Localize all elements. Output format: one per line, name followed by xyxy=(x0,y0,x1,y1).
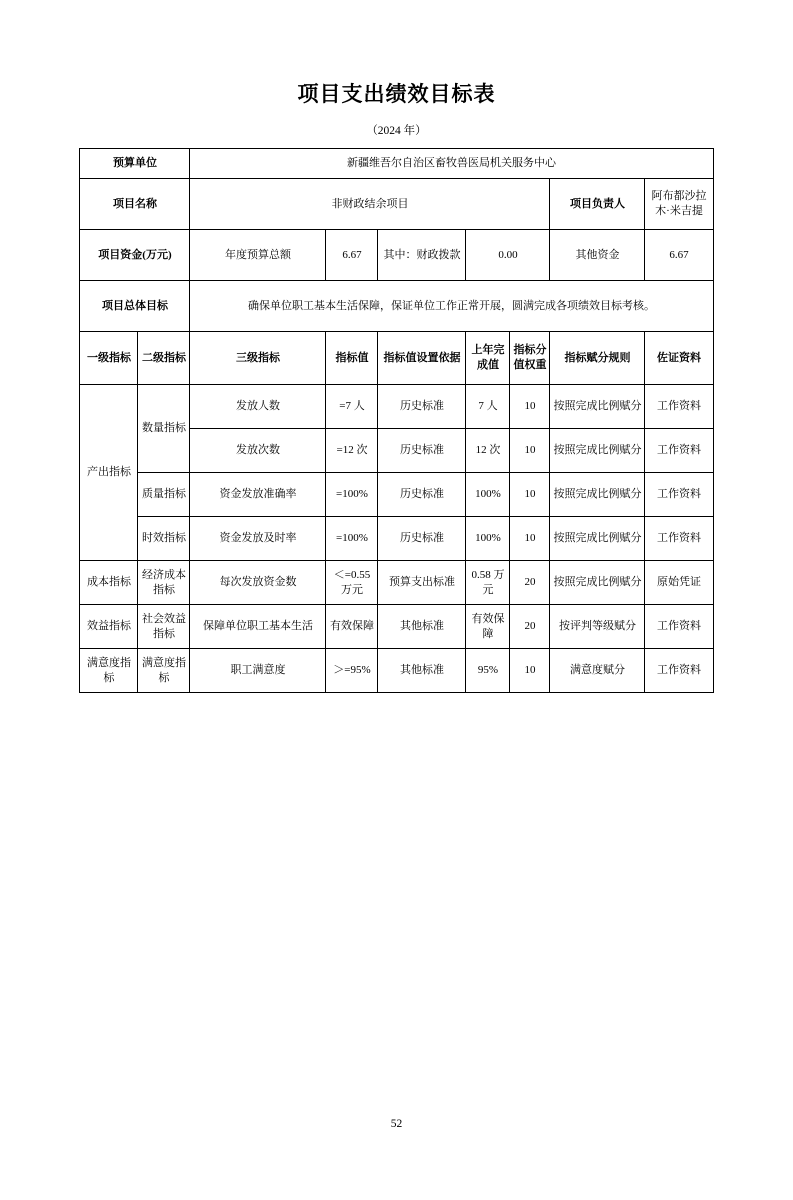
header-evidence: 佐证资料 xyxy=(645,332,713,385)
cell-level1: 成本指标 xyxy=(80,561,138,605)
header-weight: 指标分值权重 xyxy=(510,332,550,385)
document-page xyxy=(0,78,793,1200)
cell-level3: 保障单位职工基本生活 xyxy=(190,605,326,649)
cell-evidence: 工作资料 xyxy=(645,605,713,649)
page-subtitle: （2024 年） xyxy=(366,125,427,137)
cell-evidence: 原始凭证 xyxy=(645,561,713,605)
page-title: 项目支出绩效目标表 xyxy=(297,82,496,106)
cell-target-value: =100% xyxy=(326,517,378,561)
cell-target-value: =7 人 xyxy=(326,385,378,429)
cell-level2: 数量指标 xyxy=(138,385,190,473)
cell-basis: 其他标准 xyxy=(378,649,466,693)
table-row xyxy=(80,517,713,561)
cell-weight: 10 xyxy=(510,473,550,517)
table-row-overall-goal xyxy=(80,281,713,332)
cell-basis: 预算支出标准 xyxy=(378,561,466,605)
cell-evidence: 工作资料 xyxy=(645,473,713,517)
cell-basis: 历史标准 xyxy=(378,517,466,561)
cell-scoring: 按照完成比例赋分 xyxy=(550,561,645,605)
cell-last-year: 100% xyxy=(466,473,510,517)
cell-basis: 历史标准 xyxy=(378,473,466,517)
cell-scoring: 满意度赋分 xyxy=(550,649,645,693)
table-row xyxy=(80,561,713,605)
cell-level3: 职工满意度 xyxy=(190,649,326,693)
cell-scoring: 按照完成比例赋分 xyxy=(550,517,645,561)
fiscal-value: 0.00 xyxy=(466,230,550,281)
page-number: 52 xyxy=(390,1118,403,1130)
cell-level2: 社会效益指标 xyxy=(138,605,190,649)
cell-last-year: 0.58 万元 xyxy=(466,561,510,605)
cell-scoring: 按照完成比例赋分 xyxy=(550,473,645,517)
cell-level2: 时效指标 xyxy=(138,517,190,561)
cell-basis: 历史标准 xyxy=(378,429,466,473)
cell-last-year: 100% xyxy=(466,517,510,561)
cell-level3: 资金发放准确率 xyxy=(190,473,326,517)
cell-basis: 其他标准 xyxy=(378,605,466,649)
header-level2: 二级指标 xyxy=(138,332,190,385)
cell-target-value: =12 次 xyxy=(326,429,378,473)
header-scoring: 指标赋分规则 xyxy=(550,332,645,385)
cell-evidence: 工作资料 xyxy=(645,429,713,473)
cell-scoring: 按评判等级赋分 xyxy=(550,605,645,649)
cell-level3: 发放次数 xyxy=(190,429,326,473)
cell-weight: 10 xyxy=(510,517,550,561)
cell-level2: 满意度指标 xyxy=(138,649,190,693)
cell-level3: 每次发放资金数 xyxy=(190,561,326,605)
header-last-year: 上年完成值 xyxy=(466,332,510,385)
table-row xyxy=(80,473,713,517)
cell-weight: 20 xyxy=(510,561,550,605)
cell-evidence: 工作资料 xyxy=(645,385,713,429)
cell-last-year: 95% xyxy=(466,649,510,693)
owner-value: 阿布都沙拉木·米吉提 xyxy=(645,179,713,230)
cell-level1: 满意度指标 xyxy=(80,649,138,693)
annual-budget-label: 年度预算总额 xyxy=(190,230,326,281)
cell-last-year: 有效保障 xyxy=(466,605,510,649)
header-target-value: 指标值 xyxy=(326,332,378,385)
header-basis: 指标值设置依据 xyxy=(378,332,466,385)
cell-weight: 10 xyxy=(510,429,550,473)
project-name-value: 非财政结余项目 xyxy=(190,179,550,230)
table-row-funds xyxy=(80,230,713,281)
unit-value: 新疆维吾尔自治区畜牧兽医局机关服务中心 xyxy=(190,149,713,179)
cell-level1: 产出指标 xyxy=(80,385,138,561)
other-funds-value: 6.67 xyxy=(645,230,713,281)
table-row-unit xyxy=(80,149,713,179)
cell-target-value: =100% xyxy=(326,473,378,517)
cell-scoring: 按照完成比例赋分 xyxy=(550,429,645,473)
annual-budget-value: 6.67 xyxy=(326,230,378,281)
cell-level1: 效益指标 xyxy=(80,605,138,649)
table-row xyxy=(80,649,713,693)
cell-target-value: ＜=0.55 万元 xyxy=(326,561,378,605)
overall-goal-value: 确保单位职工基本生活保障，保证单位工作正常开展，圆满完成各项绩效目标考核。 xyxy=(190,281,713,332)
owner-label: 项目负责人 xyxy=(550,179,645,230)
project-name-label: 项目名称 xyxy=(80,179,190,230)
cell-weight: 10 xyxy=(510,649,550,693)
table-row xyxy=(80,385,713,429)
cell-last-year: 12 次 xyxy=(466,429,510,473)
overall-goal-label: 项目总体目标 xyxy=(80,281,190,332)
header-level3: 三级指标 xyxy=(190,332,326,385)
performance-target-table xyxy=(79,148,713,693)
cell-target-value: 有效保障 xyxy=(326,605,378,649)
cell-weight: 10 xyxy=(510,385,550,429)
cell-scoring: 按照完成比例赋分 xyxy=(550,385,645,429)
cell-last-year: 7 人 xyxy=(466,385,510,429)
unit-label: 预算单位 xyxy=(80,149,190,179)
indicator-rows xyxy=(80,385,713,693)
cell-weight: 20 xyxy=(510,605,550,649)
funds-label: 项目资金(万元) xyxy=(80,230,190,281)
cell-level3: 资金发放及时率 xyxy=(190,517,326,561)
cell-evidence: 工作资料 xyxy=(645,649,713,693)
cell-basis: 历史标准 xyxy=(378,385,466,429)
table-row-project-name xyxy=(80,179,713,230)
table-header-row xyxy=(80,332,713,385)
cell-target-value: ＞=95% xyxy=(326,649,378,693)
other-funds-label: 其他资金 xyxy=(550,230,645,281)
cell-level2: 质量指标 xyxy=(138,473,190,517)
table-row xyxy=(80,605,713,649)
cell-level3: 发放人数 xyxy=(190,385,326,429)
cell-evidence: 工作资料 xyxy=(645,517,713,561)
header-level1: 一级指标 xyxy=(80,332,138,385)
cell-level2: 经济成本指标 xyxy=(138,561,190,605)
fiscal-label: 其中：财政拨款 xyxy=(378,230,466,281)
